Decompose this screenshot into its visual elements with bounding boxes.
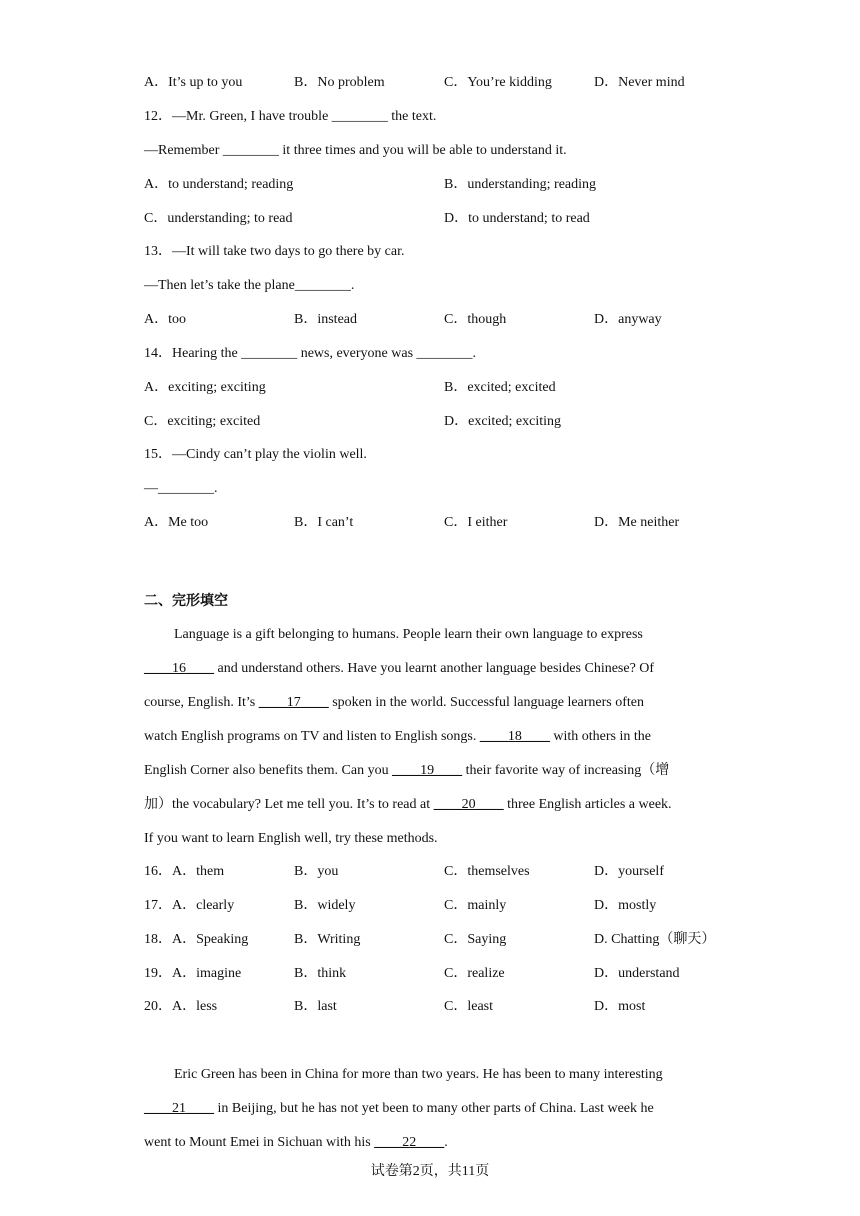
q13-option-a: A．too bbox=[144, 312, 186, 327]
q12-option-d: D．to understand; to read bbox=[444, 211, 590, 226]
blank-16: ____16____ bbox=[144, 661, 214, 676]
item18-option-a: 18．A．Speaking bbox=[144, 932, 249, 947]
passage1-line: watch English programs on TV and listen to English songs. ____18____ with others in the bbox=[144, 729, 651, 744]
q11-option-d: D．Never mind bbox=[594, 75, 685, 90]
blank-18: ____18____ bbox=[479, 729, 550, 744]
item17-option-c: C．mainly bbox=[444, 898, 507, 913]
passage2-line: went to Mount Emei in Sichuan with his ____22____. bbox=[144, 1135, 448, 1150]
q12-line2: —Remember ________ it three times and you will be able to understand it. bbox=[144, 143, 567, 158]
q11-option-a: A．It’s up to you bbox=[144, 75, 243, 90]
item19-option-d: D．understand bbox=[594, 966, 680, 981]
item20-option-a: 20．A．less bbox=[144, 999, 218, 1014]
item17-option-b: B．widely bbox=[294, 898, 356, 913]
blank-20: ____20____ bbox=[433, 797, 504, 812]
item16-option-d: D．yourself bbox=[594, 864, 664, 879]
q12-option-a: A．to understand; reading bbox=[144, 177, 294, 192]
item16-option-a: 16．A．them bbox=[144, 864, 225, 879]
q14-option-d: D．excited; exciting bbox=[444, 414, 562, 429]
page-footer: 试卷第2页，共11页 bbox=[370, 1164, 490, 1179]
passage1-line: 加）the vocabulary? Let me tell you. It’s to read at ____20____ three English articles a week. bbox=[144, 797, 672, 812]
q12-stem: 12．—Mr. Green, I have trouble ________ the text. bbox=[144, 109, 437, 124]
passage1-line: Language is a gift belonging to humans. People learn their own language to express bbox=[174, 627, 643, 642]
blank-22: ____22____ bbox=[374, 1135, 445, 1150]
item17-option-d: D．mostly bbox=[594, 898, 657, 913]
q14-option-b: B．excited; excited bbox=[444, 380, 556, 395]
q13-stem: 13．—It will take two days to go there by car. bbox=[144, 244, 405, 259]
passage1-line: If you want to learn English well, try these methods. bbox=[144, 831, 438, 846]
passage1-line: ____16____ and understand others. Have you learnt another language besides Chinese? Of bbox=[144, 661, 655, 676]
item19-option-a: 19．A．imagine bbox=[144, 966, 242, 981]
item19-option-b: B．think bbox=[294, 966, 347, 981]
item17-option-a: 17．A．clearly bbox=[144, 898, 235, 913]
item20-option-b: B．last bbox=[294, 999, 337, 1014]
q14-option-a: A．exciting; exciting bbox=[144, 380, 266, 395]
item18-option-c: C．Saying bbox=[444, 932, 507, 947]
blank-19: ____19____ bbox=[392, 763, 463, 778]
q15-line2: —________. bbox=[144, 481, 218, 496]
item18-option-b: B．Writing bbox=[294, 932, 361, 947]
q15-option-c: C．I either bbox=[444, 515, 508, 530]
q15-stem: 15．—Cindy can’t play the violin well. bbox=[144, 447, 367, 462]
item16-option-b: B．you bbox=[294, 864, 339, 879]
q11-option-c: C．You’re kidding bbox=[444, 75, 552, 90]
q13-option-c: C．though bbox=[444, 312, 507, 327]
item19-option-c: C．realize bbox=[444, 966, 505, 981]
q12-option-b: B．understanding; reading bbox=[444, 177, 597, 192]
blank-21: ____21____ bbox=[144, 1101, 214, 1116]
q13-option-b: B．instead bbox=[294, 312, 357, 327]
blank-17: ____17____ bbox=[258, 695, 329, 710]
q11-option-b: B．No problem bbox=[294, 75, 385, 90]
q13-option-d: D．anyway bbox=[594, 312, 662, 327]
q12-option-c: C．understanding; to read bbox=[144, 211, 293, 226]
passage2-line: ____21____ in Beijing, but he has not yet been to many other parts of China. Last week he bbox=[144, 1101, 654, 1116]
q15-option-b: B．I can’t bbox=[294, 515, 354, 530]
q13-line2: —Then let’s take the plane________. bbox=[144, 278, 355, 293]
item16-option-c: C．themselves bbox=[444, 864, 530, 879]
passage2-line: Eric Green has been in China for more than two years. He has been to many interesting bbox=[174, 1067, 663, 1082]
q14-option-c: C．exciting; excited bbox=[144, 414, 261, 429]
item18-option-d: D. Chatting（聊天） bbox=[594, 932, 716, 947]
q14-stem: 14．Hearing the ________ news, everyone was ________. bbox=[144, 346, 477, 361]
q15-option-d: D．Me neither bbox=[594, 515, 680, 530]
item20-option-d: D．most bbox=[594, 999, 646, 1014]
item20-option-c: C．least bbox=[444, 999, 493, 1014]
q15-option-a: A．Me too bbox=[144, 515, 209, 530]
passage1-line: course, English. It’s ____17____ spoken in the world. Successful language learners often bbox=[144, 695, 645, 710]
section-heading: 二、完形填空 bbox=[144, 593, 228, 609]
passage1-line: English Corner also benefits them. Can you ____19____ their favorite way of increasing（增 bbox=[144, 763, 670, 778]
